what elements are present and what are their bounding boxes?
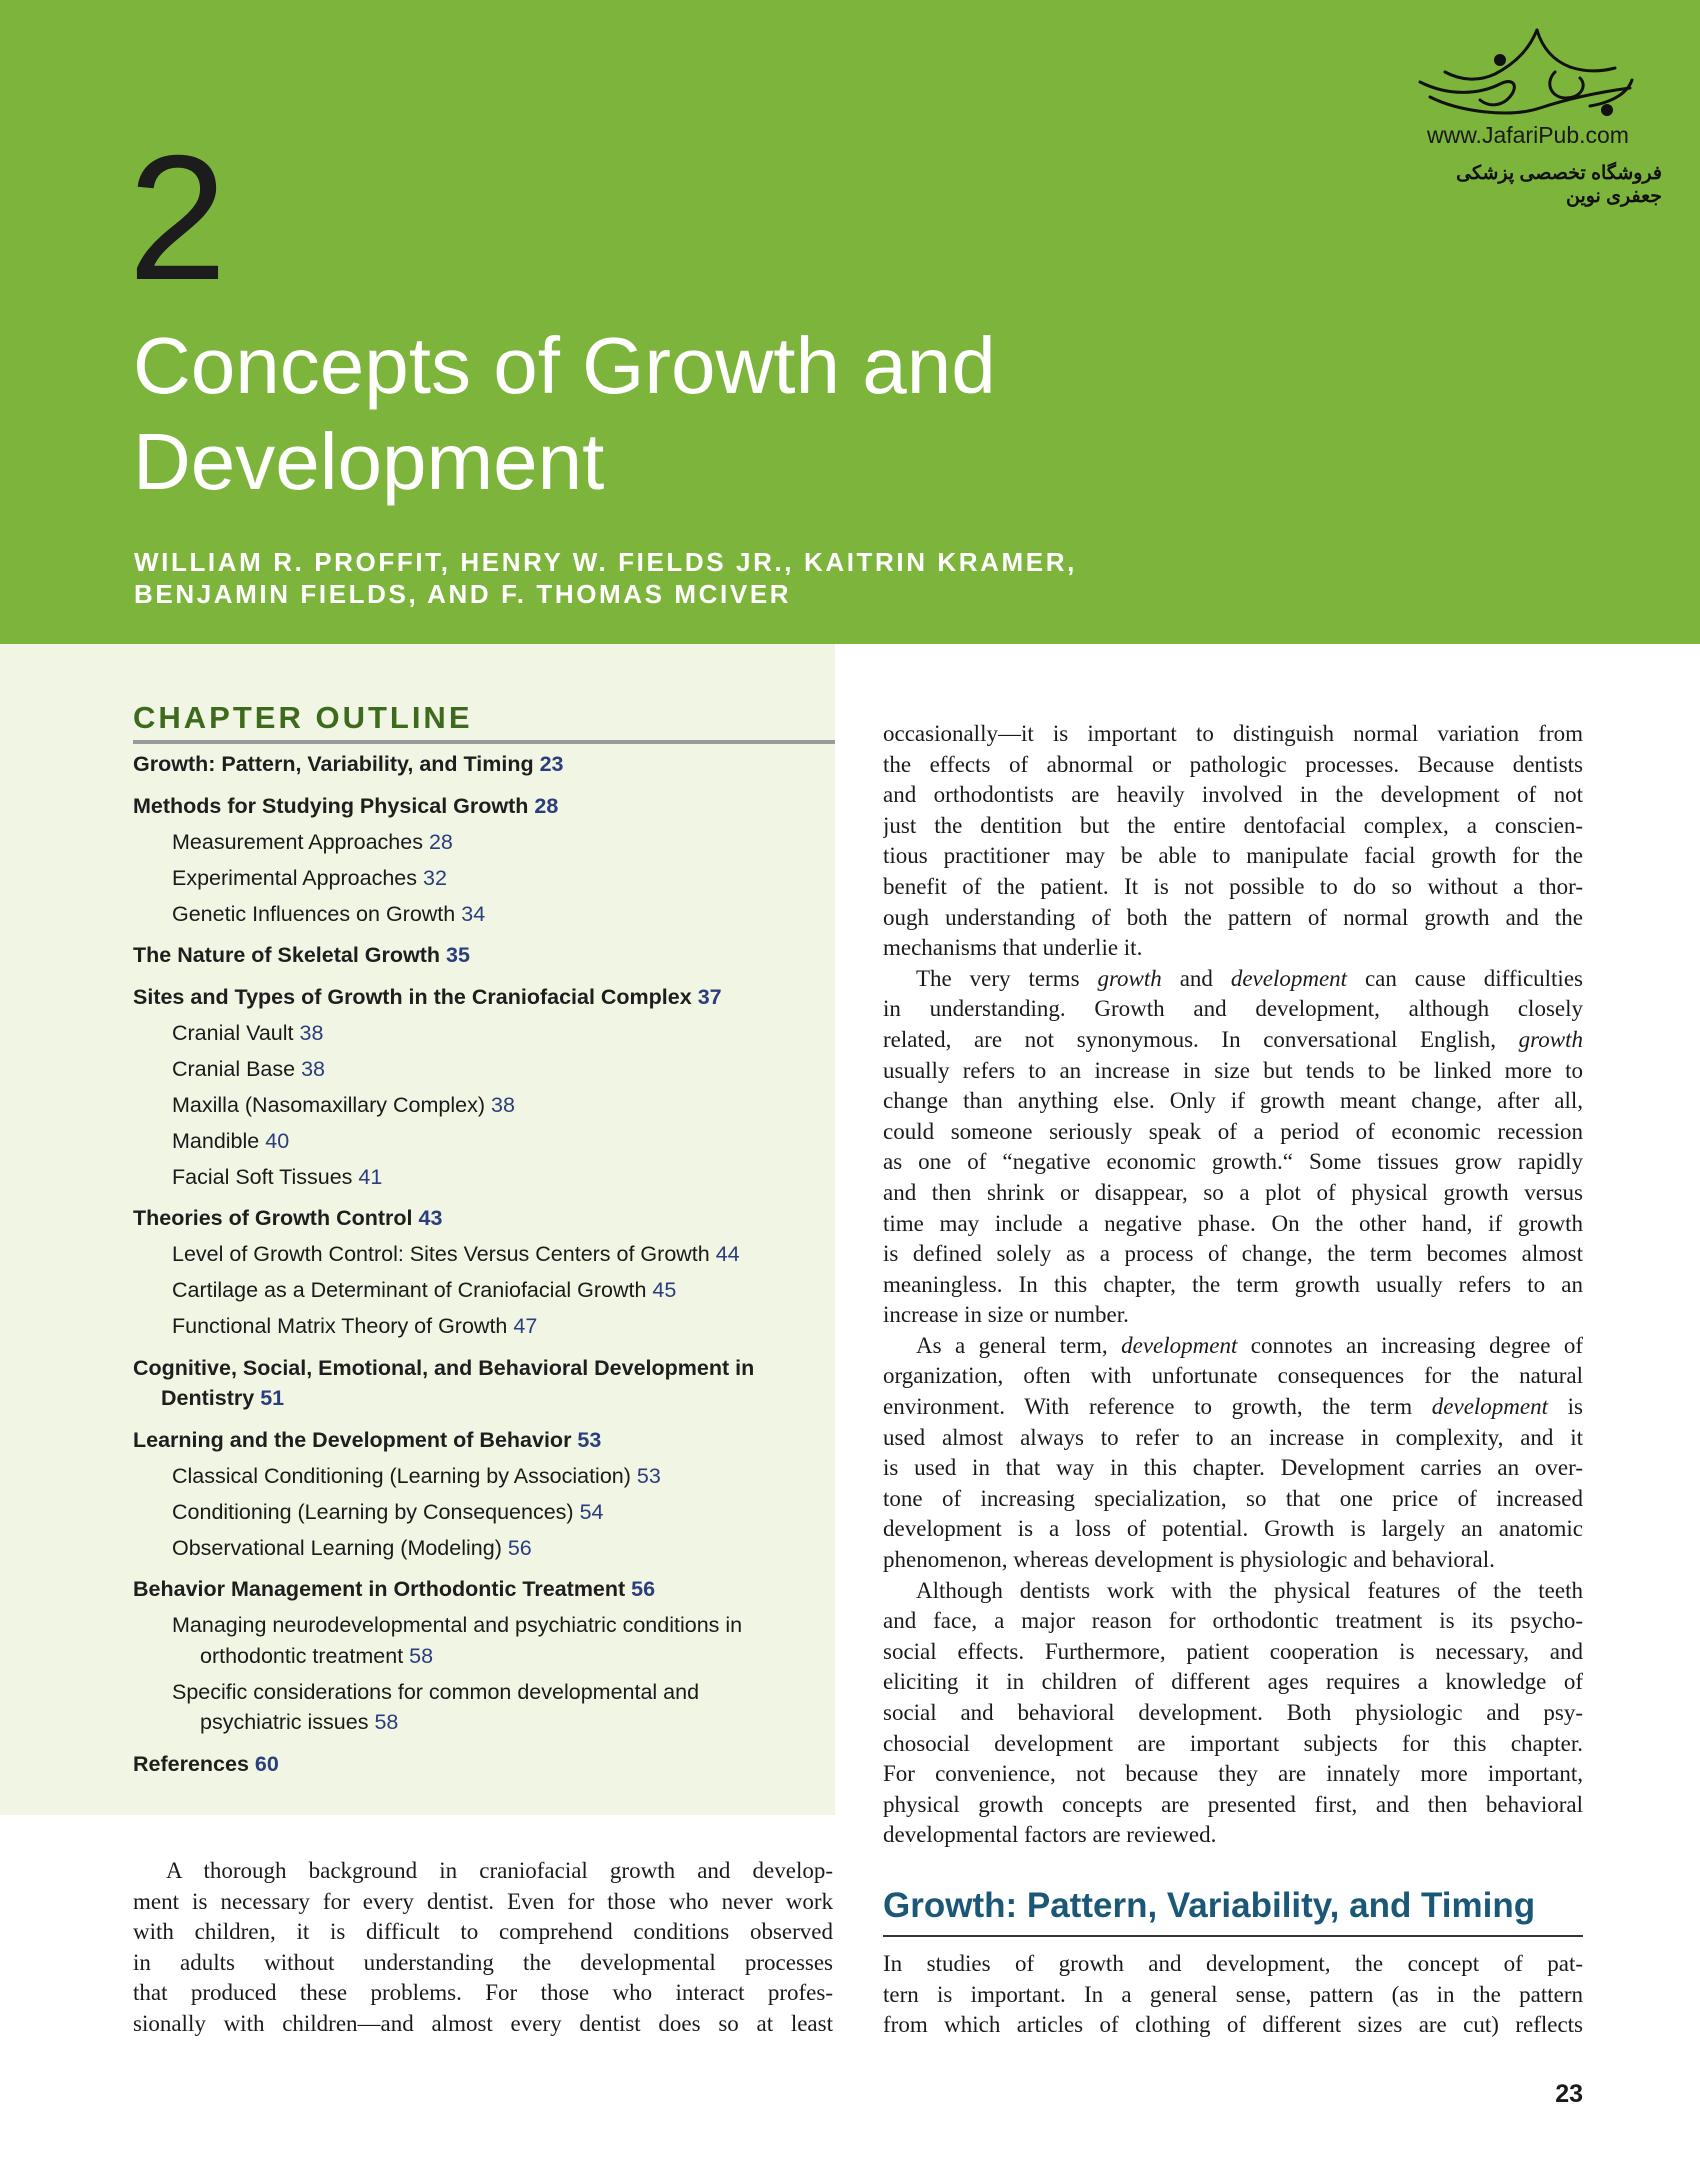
text-line: in understanding. Growth and development, although closely (883, 996, 1583, 1022)
outline-item-page: 37 (697, 984, 722, 1009)
text-line: from which articles of clothing of different sizes are cut) reflects (883, 2012, 1583, 2038)
outline-item[interactable] (172, 1090, 833, 1121)
text-line: the effects of abnormal or pathologic processes. Because dentists (883, 751, 1583, 777)
outline-item-page: 28 (428, 829, 453, 854)
logo-url-text: www.JafariPub.com (1427, 122, 1629, 148)
outline-item[interactable] (133, 1203, 833, 1234)
outline-item-label: psychiatric issues 58 (200, 1710, 399, 1734)
outline-item[interactable] (172, 899, 833, 930)
text-line: meaningless. In this chapter, the term growth usually refers to an (883, 1271, 1583, 1297)
text-line: ough understanding of both the pattern of normal growth and the (883, 904, 1583, 930)
outline-item-label: Genetic Influences on Growth 34 (172, 901, 486, 926)
text-line: as one of “negative economic growth.“ Some tissues grow rapidly (883, 1149, 1583, 1175)
outline-item-page: 56 (507, 1535, 532, 1560)
outline-item[interactable] (172, 1311, 833, 1342)
emphasis: growth (1097, 965, 1162, 991)
outline-item[interactable] (172, 1275, 833, 1306)
outline-item-label: Functional Matrix Theory of Growth 47 (172, 1314, 538, 1338)
text-line: organization, often with unfortunate consequences for the natural (883, 1363, 1583, 1389)
outline-item[interactable] (172, 863, 833, 894)
publisher-logo (1400, 22, 1680, 207)
right-column-text (883, 719, 1583, 1851)
emphasis: development (1121, 1332, 1238, 1358)
outline-item-page: 34 (461, 901, 486, 926)
outline-item-label: Managing neurodevelopmental and psychiatric conditions in (172, 1613, 743, 1637)
outline-item[interactable] (172, 1461, 833, 1492)
text-line: benefit of the patient. It is not possible to do so without a thor- (883, 873, 1583, 899)
outline-item-label: Cranial Vault 38 (172, 1020, 324, 1045)
text-line: and then shrink or disappear, so a plot of physical growth versus (883, 1179, 1583, 1205)
outline-item[interactable] (133, 1749, 833, 1780)
emphasis: growth (1518, 1026, 1583, 1052)
outline-item-label: Sites and Types of Growth in the Craniofacial Complex 37 (133, 984, 722, 1009)
emphasis: development (1431, 1394, 1549, 1420)
text-line: used almost always to refer to an increase in complexity, and it (883, 1424, 1583, 1450)
calligraphy-logo-icon (1400, 22, 1680, 122)
outline-item-page: 58 (374, 1710, 399, 1734)
text-line: tone of increasing specialization, so that one price of increased (883, 1485, 1583, 1511)
text-line: physical growth concepts are presented first, and then behavioral (883, 1791, 1583, 1817)
outline-item[interactable] (172, 1162, 833, 1193)
outline-item-label: Observational Learning (Modeling) 56 (172, 1535, 532, 1560)
outline-item-label: orthodontic treatment 58 (200, 1643, 434, 1668)
outline-item-label: Classical Conditioning (Learning by Association) 53 (172, 1463, 661, 1488)
section-body-text (883, 1949, 1583, 2041)
outline-item[interactable] (172, 1054, 833, 1085)
outline-divider (133, 740, 835, 744)
text-line: and face, a major reason for orthodontic treatment is its psycho- (883, 1608, 1583, 1634)
outline-item-page: 58 (409, 1643, 434, 1668)
outline-item-page: 45 (652, 1278, 677, 1302)
text-line: The very terms growth and development can cause difficulties (916, 965, 1583, 991)
authors-line: WILLIAM R. PROFFIT, HENRY W. FIELDS JR., KAITRIN KRAMER, (134, 547, 1077, 577)
outline-item-label: References 60 (133, 1751, 279, 1776)
chapter-authors (134, 546, 1077, 610)
section-heading: Growth: Pattern, Variability, and Timing (883, 1886, 1536, 1925)
outline-item-page: 44 (715, 1242, 740, 1266)
chapter-outline-title: CHAPTER OUTLINE (133, 700, 473, 735)
outline-item-page: 32 (423, 865, 447, 890)
outline-item[interactable] (172, 1610, 833, 1671)
outline-item-page: 56 (631, 1577, 656, 1601)
text-line: As a general term, development connotes an increasing degree of (916, 1332, 1583, 1358)
outline-item-page: 53 (636, 1463, 661, 1488)
outline-item-page: 35 (446, 943, 470, 967)
outline-item[interactable] (133, 1353, 833, 1414)
emphasis: development (1230, 965, 1348, 991)
outline-item-label: Theories of Growth Control 43 (133, 1206, 443, 1230)
text-line: is used in that way in this chapter. Development carries an over- (883, 1455, 1583, 1481)
text-line: occasionally—it is important to distinguish normal variation from (883, 721, 1583, 746)
text-line: and orthodontists are heavily involved in the development of not (883, 782, 1583, 808)
text-line: phenomenon, whereas development is physiologic and behavioral. (883, 1547, 1495, 1573)
text-line: Although dentists work with the physical features of the teeth (916, 1577, 1583, 1603)
text-line: with children, it is difficult to comprehend conditions observed (133, 1919, 833, 1945)
text-line: sionally with children—and almost every dentist does so at least (133, 2010, 833, 2036)
outline-item-label: Learning and the Development of Behavior 53 (133, 1427, 602, 1452)
page-number: 23 (1555, 2080, 1583, 2108)
outline-item[interactable] (172, 1126, 833, 1157)
left-column-text (133, 1856, 833, 2040)
outline-item-page: 54 (579, 1499, 604, 1524)
outline-item-page: 47 (513, 1314, 538, 1338)
text-line: social and behavioral development. Both physiologic and psy- (883, 1700, 1583, 1725)
text-line: time may include a negative phase. On the other hand, if growth (883, 1210, 1583, 1236)
outline-item-page: 23 (539, 752, 564, 776)
text-line: just the dentition but the entire dentofacial complex, a conscien- (883, 812, 1583, 838)
text-line: tious practitioner may be able to manipulate facial growth for the (883, 843, 1583, 869)
outline-item-label: Facial Soft Tissues 41 (172, 1164, 383, 1189)
outline-item-page: 41 (358, 1164, 383, 1189)
text-line: increase in size or number. (883, 1302, 1129, 1328)
outline-item-label: Measurement Approaches 28 (172, 829, 453, 854)
outline-item[interactable] (133, 1425, 833, 1456)
chapter-title-line: Development (133, 417, 605, 506)
text-line: For convenience, not because they are innately more important, (883, 1761, 1583, 1787)
outline-item-label: Dentistry 51 (161, 1386, 285, 1410)
text-line: In studies of growth and development, the concept of pat- (883, 1951, 1583, 1976)
text-line: tern is important. In a general sense, pattern (as in the pattern (883, 1981, 1583, 2007)
chapter-title-line: Concepts of Growth and (133, 321, 996, 410)
outline-item-label: Behavior Management in Orthodontic Treatment 56 (133, 1577, 656, 1601)
outline-item-label: Cartilage as a Determinant of Craniofacial Growth 45 (172, 1278, 677, 1302)
outline-item-label: Mandible 40 (172, 1128, 290, 1153)
outline-item-page: 60 (254, 1751, 279, 1776)
text-line: A thorough background in craniofacial growth and develop- (166, 1858, 833, 1883)
outline-item[interactable] (172, 1533, 833, 1564)
text-line: mechanisms that underlie it. (883, 935, 1143, 961)
authors-line: BENJAMIN FIELDS, AND F. THOMAS MCIVER (134, 579, 792, 609)
outline-item-page: 51 (260, 1386, 285, 1410)
outline-item-page: 40 (265, 1128, 290, 1153)
outline-item[interactable] (133, 982, 833, 1013)
outline-item-page: 38 (491, 1092, 515, 1117)
outline-item-label: Growth: Pattern, Variability, and Timing 23 (133, 752, 564, 776)
outline-item[interactable] (172, 1497, 833, 1528)
outline-item[interactable] (172, 1239, 833, 1270)
text-line: usually refers to an increase in size but tends to be linked more to (883, 1057, 1583, 1083)
outline-item[interactable] (133, 940, 833, 971)
section-divider (883, 1935, 1583, 1937)
outline-item[interactable] (172, 827, 833, 858)
text-line: development is a loss of potential. Growth is largely an anatomic (883, 1516, 1583, 1542)
outline-item[interactable] (133, 1574, 833, 1605)
logo-persian-text: فروشگاه تخصصی پزشکی جعفری نوین (1456, 163, 1662, 207)
text-line: is defined solely as a process of change, the term becomes almost (883, 1241, 1583, 1267)
outline-item-page: 38 (301, 1056, 325, 1081)
text-line: could someone seriously speak of a period of economic recession (883, 1118, 1583, 1144)
outline-item-label: Experimental Approaches 32 (172, 865, 447, 890)
outline-item-label: Cognitive, Social, Emotional, and Behavioral Development in (133, 1355, 755, 1380)
outline-item-page: 53 (577, 1427, 602, 1452)
outline-item-label: Cranial Base 38 (172, 1056, 325, 1081)
outline-item-label: Methods for Studying Physical Growth 28 (133, 793, 559, 818)
outline-item-label: The Nature of Skeletal Growth 35 (133, 943, 470, 967)
text-line: developmental factors are reviewed. (883, 1822, 1217, 1848)
text-line: environment. With reference to growth, the term development is (883, 1394, 1583, 1420)
text-line: eliciting it in children of different ages requires a knowledge of (883, 1669, 1583, 1695)
outline-item-label: Maxilla (Nasomaxillary Complex) 38 (172, 1092, 515, 1117)
outline-item-page: 28 (534, 793, 559, 818)
outline-item[interactable] (133, 749, 833, 780)
outline-item[interactable] (133, 791, 833, 822)
text-line: related, are not synonymous. In conversational English, growth (883, 1026, 1583, 1052)
text-line: ment is necessary for every dentist. Even for those who never work (133, 1888, 833, 1914)
outline-item-label: Conditioning (Learning by Consequences) 54 (172, 1499, 604, 1524)
outline-item-page: 43 (418, 1206, 443, 1230)
text-line: chosocial development are important subjects for this chapter. (883, 1730, 1583, 1756)
text-line: that produced these problems. For those who interact profes- (133, 1980, 833, 2006)
outline-item-label: Specific considerations for common developmental and (172, 1679, 700, 1704)
outline-item-page: 38 (299, 1020, 324, 1045)
chapter-outline-list (133, 749, 833, 1779)
outline-item[interactable] (172, 1018, 833, 1049)
text-line: in adults without understanding the developmental processes (133, 1949, 833, 1975)
chapter-number: 2 (128, 118, 227, 317)
text-line: change than anything else. Only if growth meant change, after all, (883, 1088, 1583, 1114)
outline-item[interactable] (172, 1677, 833, 1738)
outline-item-label: Level of Growth Control: Sites Versus Centers of Growth 44 (172, 1242, 740, 1266)
text-line: social effects. Furthermore, patient cooperation is necessary, and (883, 1638, 1583, 1664)
chapter-title (133, 318, 996, 510)
